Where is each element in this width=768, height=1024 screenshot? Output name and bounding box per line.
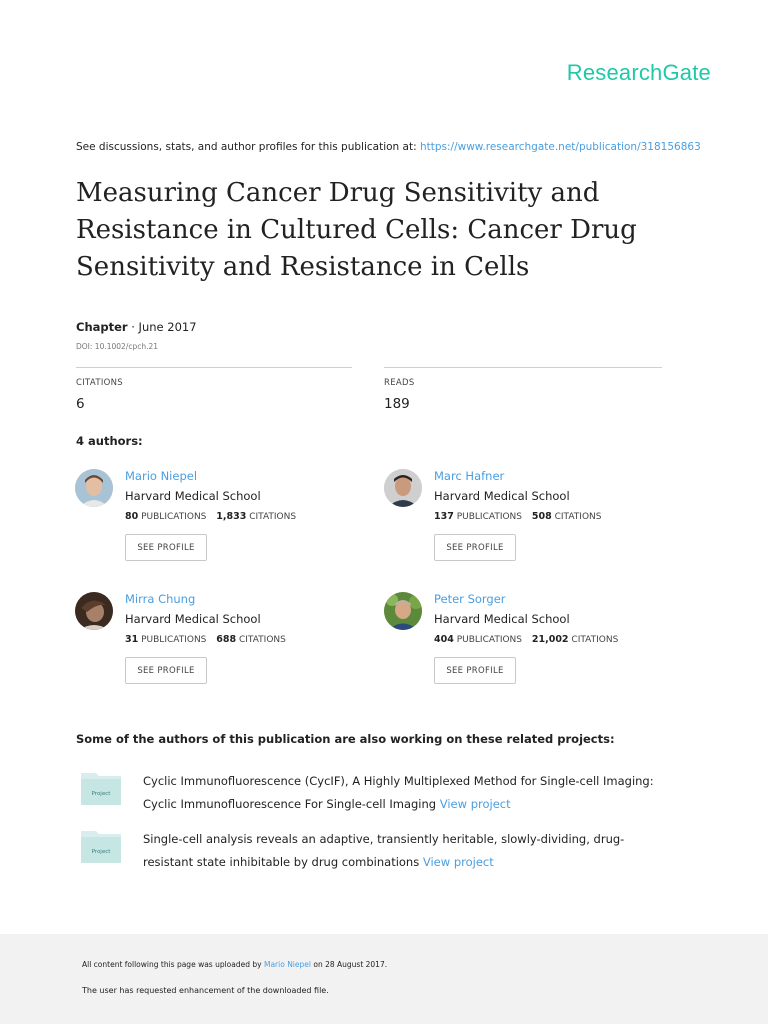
author-citations-label: CITATIONS xyxy=(554,512,602,522)
publications-label: PUBLICATIONS xyxy=(141,635,207,645)
authors-heading: 4 authors: xyxy=(76,434,143,448)
upload-notice xyxy=(82,960,387,969)
author-avatar[interactable] xyxy=(75,469,113,507)
avatar-photo xyxy=(75,592,113,630)
project-folder-icon[interactable] xyxy=(80,770,122,806)
author-stats xyxy=(434,511,601,522)
reads-label: READS xyxy=(384,378,415,388)
author-stats xyxy=(125,634,286,645)
citations-value: 6 xyxy=(76,396,85,412)
see-discussions-line xyxy=(76,141,716,153)
author-card xyxy=(75,469,375,589)
project-description xyxy=(143,770,673,815)
enhancement-notice: The user has requested enhancement of the downloaded file. xyxy=(82,986,329,995)
avatar-photo xyxy=(75,469,113,507)
author-card xyxy=(384,592,684,712)
publications-count: 404 xyxy=(434,634,454,645)
author-institution: Harvard Medical School xyxy=(125,612,261,626)
see-profile-button[interactable]: SEE PROFILE xyxy=(434,534,516,561)
reads-value: 189 xyxy=(384,396,410,412)
publications-count: 80 xyxy=(125,511,139,522)
citations-count: 508 xyxy=(531,511,552,522)
author-avatar[interactable] xyxy=(384,469,422,507)
author-institution: Harvard Medical School xyxy=(434,612,570,626)
upload-prefix: All content following this page was uploaded by xyxy=(82,960,262,969)
publications-label: PUBLICATIONS xyxy=(456,512,522,522)
publications-label: PUBLICATIONS xyxy=(456,635,522,645)
see-profile-button[interactable]: SEE PROFILE xyxy=(434,657,516,684)
publication-type: Chapter xyxy=(76,320,128,334)
publications-count: 137 xyxy=(434,511,454,522)
footer xyxy=(0,934,768,1024)
author-institution: Harvard Medical School xyxy=(125,489,261,503)
see-discussions-text: See discussions, stats, and author profiles for this publication at: xyxy=(76,141,417,153)
view-project-link[interactable]: View project xyxy=(422,854,494,869)
divider-reads xyxy=(384,367,662,368)
author-citations-label: CITATIONS xyxy=(238,635,286,645)
project-folder-label: Project xyxy=(91,791,111,797)
related-projects-heading: Some of the authors of this publication are also working on these related projects: xyxy=(76,732,615,746)
see-profile-button[interactable]: SEE PROFILE xyxy=(125,534,207,561)
avatar-photo xyxy=(384,592,422,630)
avatar-photo xyxy=(384,469,422,507)
author-name-link[interactable]: Marc Hafner xyxy=(434,469,505,483)
publication-url-link[interactable]: https://www.researchgate.net/publication/318156863 xyxy=(419,141,701,153)
author-card xyxy=(384,469,684,589)
uploader-link[interactable]: Mario Niepel xyxy=(263,960,311,969)
publication-meta xyxy=(76,320,197,334)
upload-suffix: on 28 August 2017. xyxy=(313,960,388,969)
publications-label: PUBLICATIONS xyxy=(141,512,207,522)
researchgate-logo[interactable]: ResearchGate xyxy=(566,60,711,85)
author-name-link[interactable]: Mario Niepel xyxy=(125,469,198,483)
project-folder-label: Project xyxy=(91,849,111,855)
project-text: Single-cell analysis reveals an adaptive, transiently heritable, slowly-dividing, drug-resistant state inhibitable by drug combinations xyxy=(143,832,625,869)
divider-citations xyxy=(76,367,352,368)
author-card xyxy=(75,592,375,712)
publication-title: Measuring Cancer Drug Sensitivity and Resistance in Cultured Cells: Cancer Drug Sensitivity and Resistance in Cells xyxy=(76,178,637,282)
citations-label: CITATIONS xyxy=(76,378,123,388)
publications-count: 31 xyxy=(125,634,139,645)
see-profile-button[interactable]: SEE PROFILE xyxy=(125,657,207,684)
publication-date: · June 2017 xyxy=(127,320,197,334)
author-name-link[interactable]: Mirra Chung xyxy=(125,592,196,606)
citations-count: 21,002 xyxy=(531,634,569,645)
project-description xyxy=(143,828,673,873)
author-avatar[interactable] xyxy=(75,592,113,630)
author-stats xyxy=(125,511,296,522)
author-avatar[interactable] xyxy=(384,592,422,630)
author-stats xyxy=(434,634,618,645)
project-folder-icon[interactable] xyxy=(80,828,122,864)
citations-count: 688 xyxy=(216,634,237,645)
project-text: Cyclic Immunofluorescence (CycIF), A Highly Multiplexed Method for Single-cell Imaging: Cyclic Immunofluorescence For Single-cell Imaging xyxy=(143,774,654,811)
author-name-link[interactable]: Peter Sorger xyxy=(434,592,506,606)
citations-count: 1,833 xyxy=(216,511,247,522)
author-citations-label: CITATIONS xyxy=(249,512,297,522)
author-citations-label: CITATIONS xyxy=(571,635,619,645)
author-institution: Harvard Medical School xyxy=(434,489,570,503)
view-project-link[interactable]: View project xyxy=(439,796,511,811)
doi-text: DOI: 10.1002/cpch.21 xyxy=(76,342,159,351)
